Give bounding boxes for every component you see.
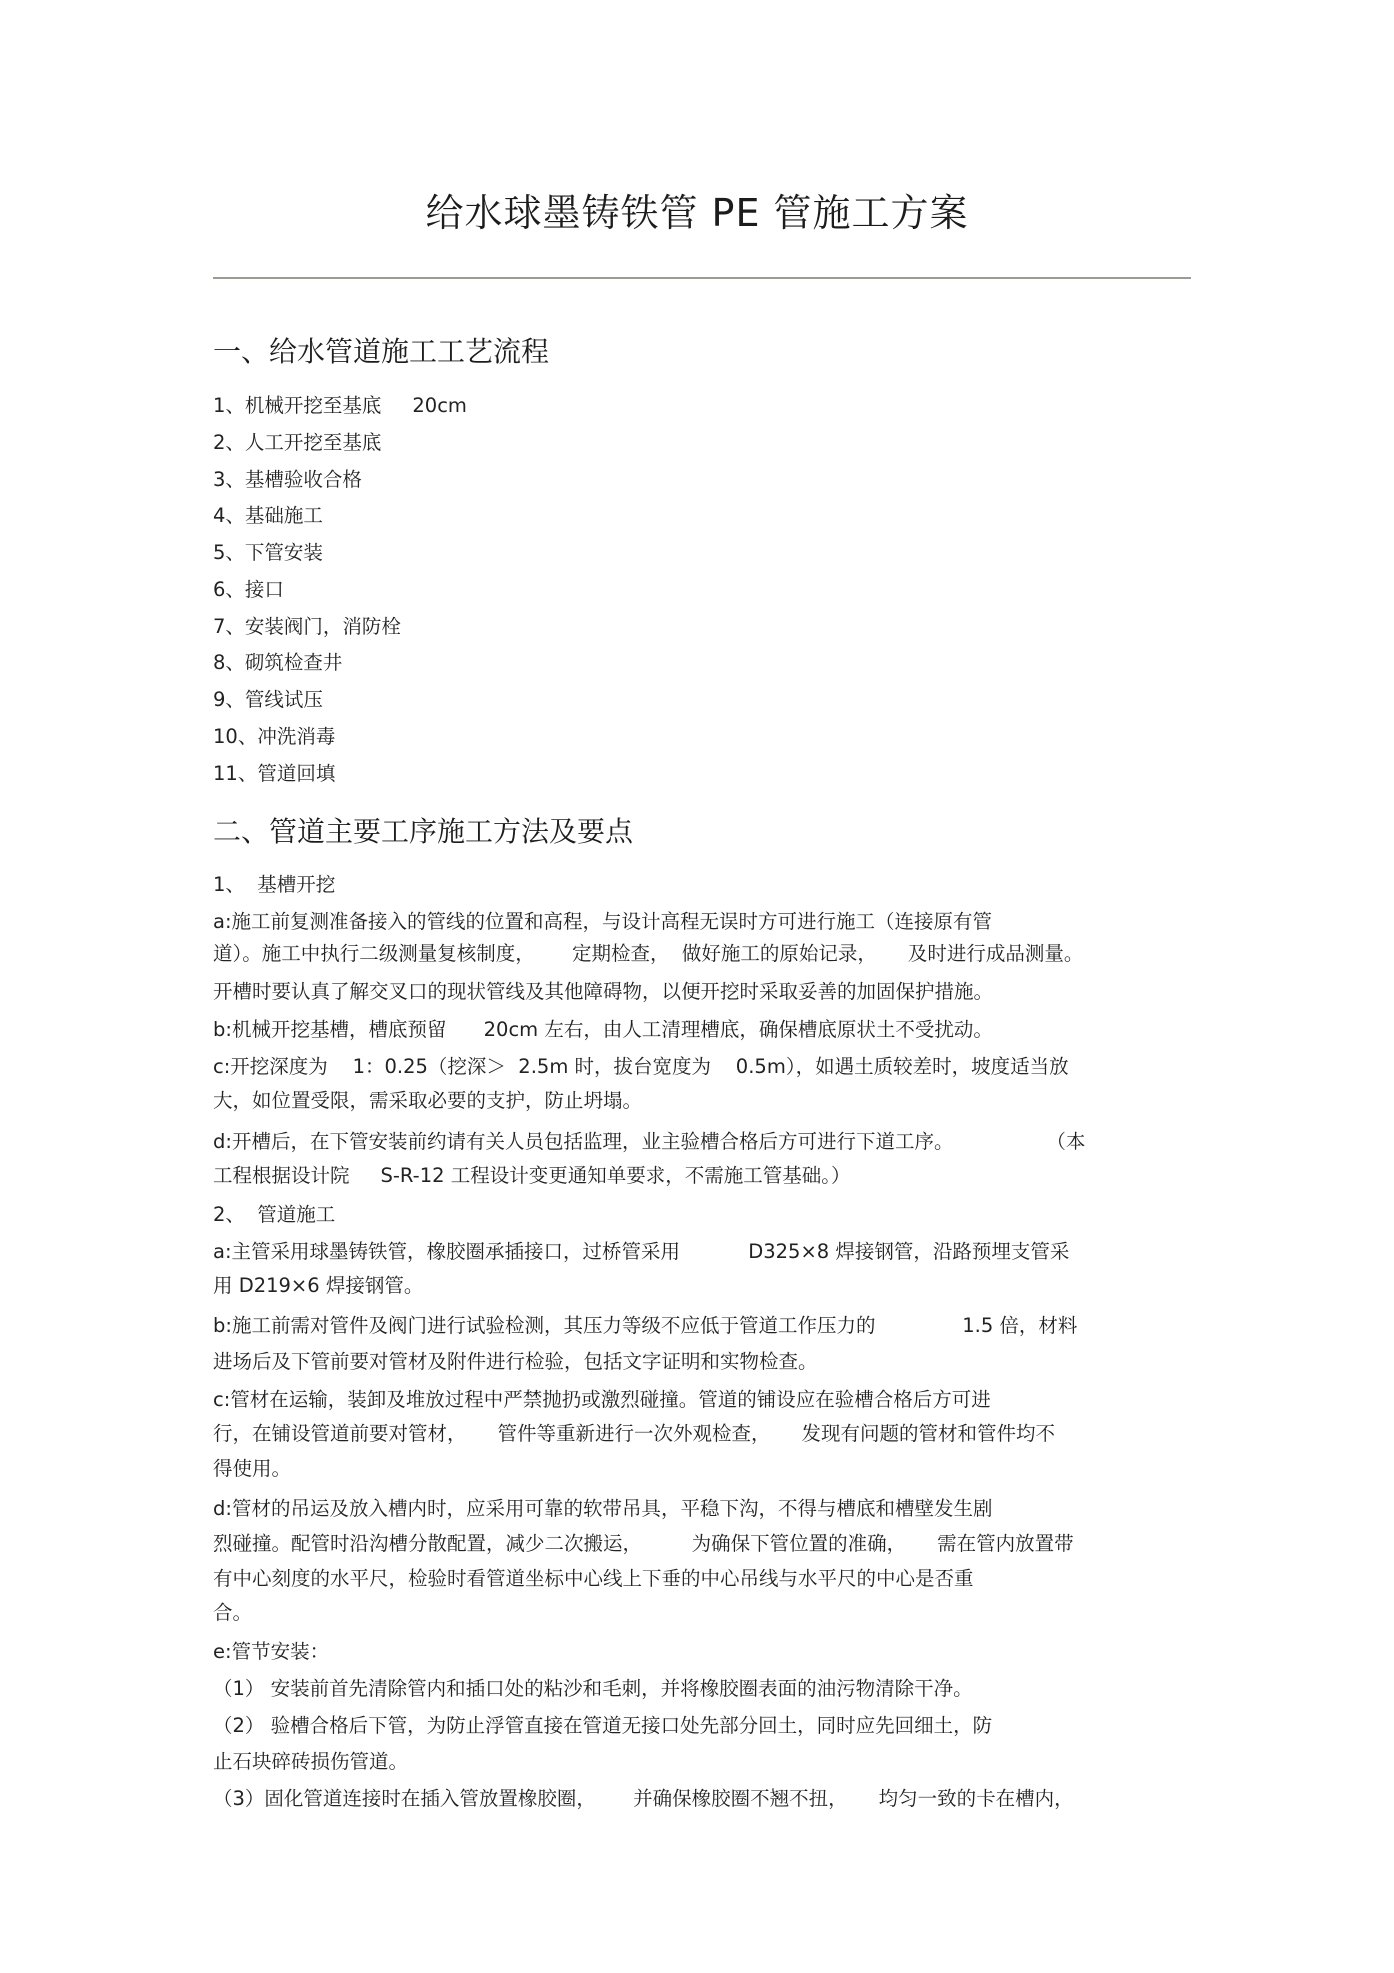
subsection-heading: e:管节安装： xyxy=(213,1640,330,1663)
section1-heading: 一、给水管道施工工艺流程 xyxy=(213,335,550,368)
process-step: 4、基础施工 xyxy=(213,504,323,527)
body-text-line: 止石块碎砖损伤管道。 xyxy=(213,1750,409,1773)
title-divider xyxy=(213,277,1191,279)
process-step: 7、安装阀门，消防栓 xyxy=(213,615,401,638)
section2-heading: 二、管道主要工序施工方法及要点 xyxy=(213,815,634,848)
subsection-heading: 2、 管道施工 xyxy=(213,1203,336,1226)
subsection-heading: 1、 基槽开挖 xyxy=(213,873,336,896)
body-text-line: （2） 验槽合格后下管，为防止浮管直接在管道无接口处先部分回土，同时应先回细土，防 xyxy=(213,1714,993,1737)
body-text-line: 合。 xyxy=(213,1601,253,1624)
body-text-line: 有中心刻度的水平尺，检验时看管道坐标中心线上下垂的中心吊线与水平尺的中心是否重 xyxy=(213,1567,974,1590)
body-text-line: a:施工前复测准备接入的管线的位置和高程，与设计高程无误时方可进行施工（连接原有管 xyxy=(213,910,993,933)
body-text-line: c:管材在运输，装卸及堆放过程中严禁抛扔或激烈碰撞。管道的铺设应在验槽合格后方可进 xyxy=(213,1388,991,1411)
process-step: 3、基槽验收合格 xyxy=(213,468,362,491)
body-text-line: 大，如位置受限，需采取必要的支护，防止坍塌。 xyxy=(213,1089,643,1112)
body-text-line: b:施工前需对管件及阀门进行试验检测，其压力等级不应低于管道工作压力的 1.5 倍，材料 xyxy=(213,1314,1078,1337)
body-text-line: 开槽时要认真了解交叉口的现状管线及其他障碍物，以便开挖时采取妥善的加固保护措施。 xyxy=(213,980,994,1003)
body-text-line: 用 D219×6 焊接钢管。 xyxy=(213,1274,424,1297)
body-text-line: 进场后及下管前要对管材及附件进行检验，包括文字证明和实物检查。 xyxy=(213,1350,818,1373)
body-text-line: （1） 安装前首先清除管内和插口处的粘沙和毛刺，并将橡胶圈表面的油污物清除干净。 xyxy=(213,1677,973,1700)
process-step: 5、下管安装 xyxy=(213,541,323,564)
body-text-line: 得使用。 xyxy=(213,1457,292,1480)
body-text-line: a:主管采用球墨铸铁管，橡胶圈承插接口，过桥管采用 D325×8 焊接钢管，沿路预埋支管采 xyxy=(213,1240,1070,1263)
process-step: 1、机械开挖至基底 20cm xyxy=(213,394,467,417)
process-step: 10、冲洗消毒 xyxy=(213,725,336,748)
process-step: 6、接口 xyxy=(213,578,284,601)
body-text-line: 道）。施工中执行二级测量复核制度， 定期检查， 做好施工的原始记录， 及时进行成品测量。 xyxy=(213,942,1084,965)
body-text-line: d:开槽后，在下管安装前约请有关人员包括监理，业主验槽合格后方可进行下道工序。 （本 xyxy=(213,1130,1086,1153)
process-step: 2、人工开挖至基底 xyxy=(213,431,382,454)
body-text-line: （3）固化管道连接时在插入管放置橡胶圈， 并确保橡胶圈不翘不扭， 均匀一致的卡在槽内， xyxy=(213,1787,1074,1810)
process-step: 9、管线试压 xyxy=(213,688,323,711)
document-title: 给水球墨铸铁管 PE 管施工方案 xyxy=(425,191,969,235)
body-text-line: 工程根据设计院 S-R-12 工程设计变更通知单要求，不需施工管基础。） xyxy=(213,1164,851,1187)
body-text-line: 行，在铺设管道前要对管材， 管件等重新进行一次外观检查， 发现有问题的管材和管件均不 xyxy=(213,1422,1055,1445)
process-step: 11、管道回填 xyxy=(213,762,336,785)
process-step: 8、砌筑检查井 xyxy=(213,651,343,674)
body-text-line: c:开挖深度为 1：0.25（挖深＞ 2.5m 时，拔台宽度为 0.5m），如遇土质较差时，坡度适当放 xyxy=(213,1055,1069,1078)
body-text-line: d:管材的吊运及放入槽内时，应采用可靠的软带吊具，平稳下沟，不得与槽底和槽壁发生剧 xyxy=(213,1497,993,1520)
body-text-line: b:机械开挖基槽，槽底预留 20cm 左右，由人工清理槽底，确保槽底原状土不受扰动。 xyxy=(213,1018,993,1041)
body-text-line: 烈碰撞。配管时沿沟槽分散配置，减少二次搬运， 为确保下管位置的准确， 需在管内放置带 xyxy=(213,1532,1074,1555)
